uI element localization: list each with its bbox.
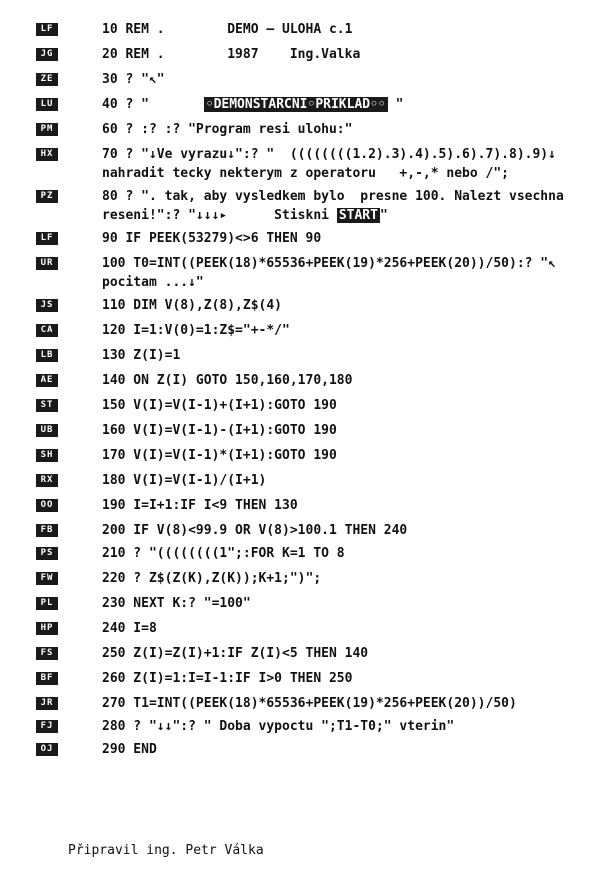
code-text: 30 ? "↖": [102, 72, 165, 87]
checksum-code: PS: [36, 547, 58, 560]
checksum-code: UR: [36, 257, 58, 270]
checksum-code: PZ: [36, 190, 58, 203]
checksum-code: HX: [36, 148, 58, 161]
checksum-code: UB: [36, 424, 58, 437]
checksum-code: PM: [36, 123, 58, 136]
listing-line: [36, 544, 591, 563]
basic-listing: [36, 20, 591, 765]
listing-line: [36, 20, 591, 39]
checksum-code: JG: [36, 48, 58, 61]
code-text: 20 REM . 1987 Ing.Valka: [102, 47, 361, 62]
checksum-code: HP: [36, 622, 58, 635]
code-text: 210 ? "((((((((1";:FOR K=1 TO 8: [102, 546, 345, 561]
listing-line: [36, 45, 591, 64]
checksum-code: RX: [36, 474, 58, 487]
listing-line: [36, 446, 591, 465]
listing-line: [36, 421, 591, 440]
checksum-code: BF: [36, 672, 58, 685]
code-text: 150 V(I)=V(I-1)+(I+1):GOTO 190: [102, 398, 337, 413]
code-text: 230 NEXT K:? "=100": [102, 596, 251, 611]
checksum-code: ZE: [36, 73, 58, 86]
listing-line: [36, 496, 591, 515]
checksum-code: LU: [36, 98, 58, 111]
checksum-code: JR: [36, 697, 58, 710]
checksum-code: LF: [36, 23, 58, 36]
code-text: 180 V(I)=V(I-1)/(I+1): [102, 473, 267, 488]
listing-line: [36, 740, 591, 759]
code-text: 140 ON Z(I) GOTO 150,160,170,180: [102, 373, 353, 388]
code-text: 160 V(I)=V(I-1)-(I+1):GOTO 190: [102, 423, 337, 438]
checksum-code: OJ: [36, 743, 58, 756]
listing-line: [36, 569, 591, 588]
code-text-suffix: ": [387, 97, 404, 112]
listing-line: [36, 619, 591, 638]
code-text: 130 Z(I)=1: [102, 348, 181, 363]
listing-line: [36, 521, 591, 540]
code-text: 110 DIM V(8),Z(8),Z$(4): [102, 298, 283, 313]
checksum-code: AE: [36, 374, 58, 387]
listing-line: [36, 396, 591, 415]
listing-line: [36, 95, 591, 114]
listing-line: [36, 669, 591, 688]
code-text-prefix: 80 ? ". tak, aby vysledkem bylo presne 100. Nalezt vsechna reseni!":? "↓↓↓▸ Stiskni: [102, 189, 572, 223]
checksum-code: OO: [36, 499, 58, 512]
listing-line: [36, 371, 591, 390]
listing-line: [36, 321, 591, 340]
listing-line: [36, 594, 591, 613]
listing-line: [36, 644, 591, 663]
code-text: 260 Z(I)=1:I=I-1:IF I>0 THEN 250: [102, 671, 353, 686]
code-text: 190 I=I+1:IF I<9 THEN 130: [102, 498, 298, 513]
checksum-code: FW: [36, 572, 58, 585]
inverse-video-text: START: [338, 208, 378, 223]
code-text: 250 Z(I)=Z(I)+1:IF Z(I)<5 THEN 140: [102, 646, 369, 661]
code-text-prefix: 40 ? ": [102, 97, 204, 112]
code-text-suffix: ": [379, 208, 388, 223]
checksum-code: LF: [36, 232, 58, 245]
checksum-code: FB: [36, 524, 58, 537]
author-credit: Připravil ing. Petr Válka: [68, 843, 264, 858]
listing-line: [36, 145, 591, 183]
code-text: 120 I=1:V(0)=1:Z$="+-*/": [102, 323, 290, 338]
listing-line: [36, 471, 591, 490]
code-text: 240 I=8: [102, 621, 157, 636]
checksum-code: CA: [36, 324, 58, 337]
listing-line: [36, 717, 591, 736]
code-text: 100 T0=INT((PEEK(18)*65536+PEEK(19)*256+PEEK(20))/50):? "↖ pocitam ...↓": [102, 256, 564, 290]
code-text: [102, 187, 591, 225]
code-text: 70 ? "↓Ve vyrazu↓":? " ((((((((1.2).3).4).5).6).7).8).9)↓ nahradit tecky nekterym z operatoru +,-,* nebo /";: [102, 147, 580, 181]
listing-line: [36, 296, 591, 315]
checksum-code: PL: [36, 597, 58, 610]
checksum-code: JS: [36, 299, 58, 312]
code-text: 270 T1=INT((PEEK(18)*65536+PEEK(19)*256+PEEK(20))/50): [102, 696, 517, 711]
checksum-code: ST: [36, 399, 58, 412]
inverse-video-text: ◦DEMONSTARCNI◦PRIKLAD◦◦: [205, 97, 386, 112]
checksum-code: LB: [36, 349, 58, 362]
code-text: 60 ? :? :? "Program resi ulohu:": [102, 122, 353, 137]
code-text: 10 REM . DEMO – ULOHA c.1: [102, 22, 353, 37]
code-text: 280 ? "↓↓":? " Doba vypoctu ";T1-T0;" vterin": [102, 719, 455, 734]
listing-line: [36, 346, 591, 365]
listing-line: [36, 254, 591, 292]
code-text: 90 IF PEEK(53279)<>6 THEN 90: [102, 231, 322, 246]
checksum-code: SH: [36, 449, 58, 462]
listing-line: [36, 694, 591, 713]
code-text: [102, 95, 591, 114]
listing-line: [36, 187, 591, 225]
code-text: 290 END: [102, 742, 157, 757]
listing-line: [36, 229, 591, 248]
code-text: 220 ? Z$(Z(K),Z(K));K+1;")";: [102, 571, 322, 586]
listing-line: [36, 70, 591, 89]
checksum-code: FS: [36, 647, 58, 660]
listing-line: [36, 120, 591, 139]
checksum-code: FJ: [36, 720, 58, 733]
code-text: 170 V(I)=V(I-1)*(I+1):GOTO 190: [102, 448, 337, 463]
code-text: 200 IF V(8)<99.9 OR V(8)>100.1 THEN 240: [102, 523, 408, 538]
